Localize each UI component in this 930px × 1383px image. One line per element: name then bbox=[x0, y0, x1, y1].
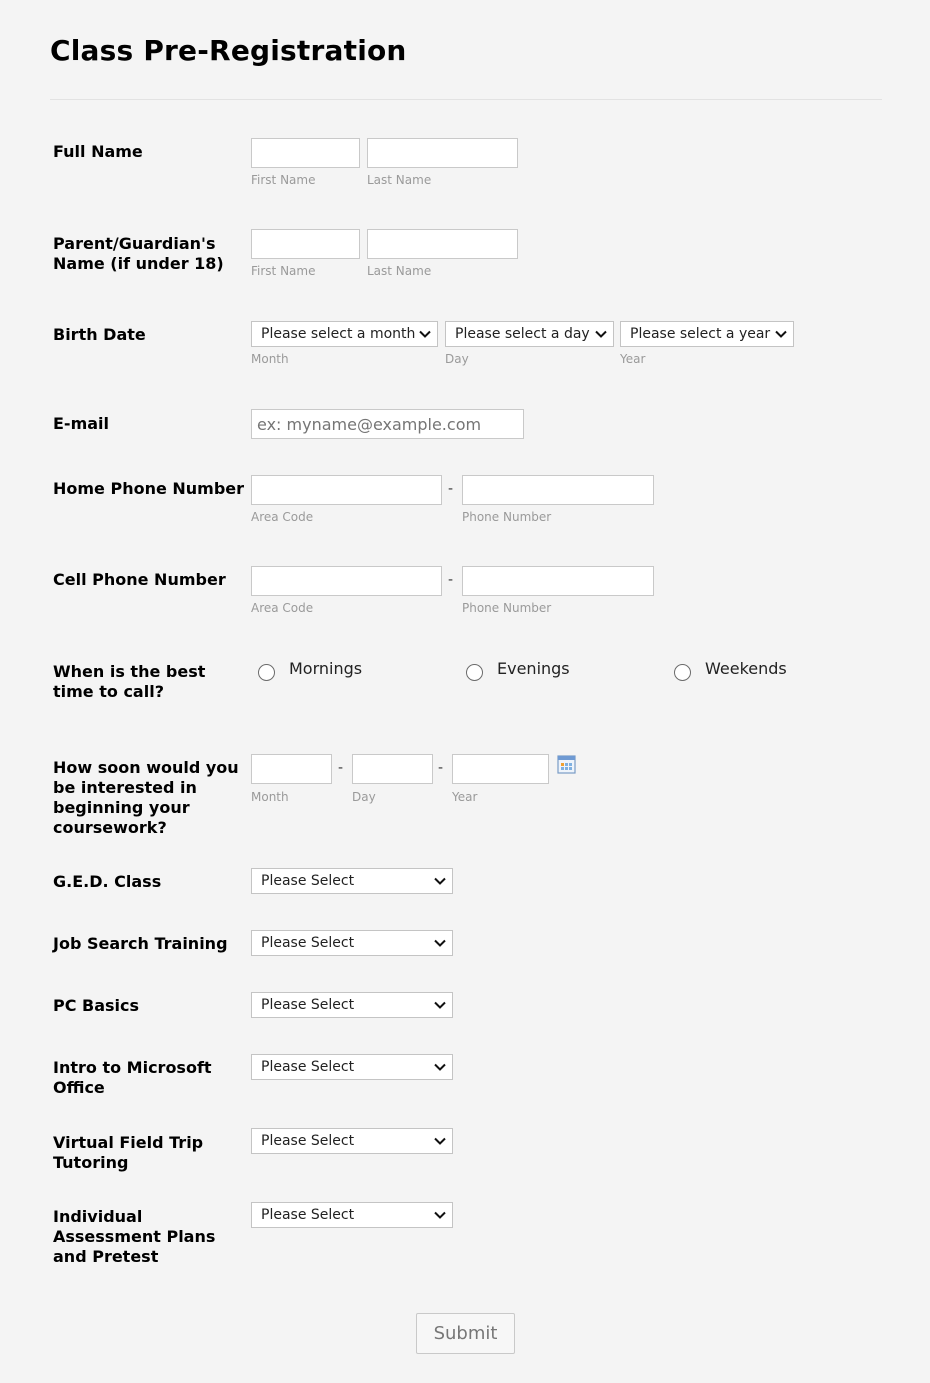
start-day-input[interactable] bbox=[352, 754, 433, 784]
chevron-down-icon bbox=[775, 328, 787, 340]
birth-year-select[interactable] bbox=[620, 321, 794, 347]
job-search-selected: Please Select bbox=[261, 935, 355, 951]
ged-class-selected: Please Select bbox=[261, 873, 355, 889]
ms-office-select[interactable] bbox=[251, 1054, 453, 1080]
last-name-sublabel: Last Name bbox=[367, 173, 432, 187]
email-field[interactable] bbox=[251, 409, 524, 439]
birth-month-select[interactable] bbox=[251, 321, 438, 347]
home-phone-number-input[interactable] bbox=[462, 475, 654, 505]
cell-area-code-sublabel: Area Code bbox=[251, 601, 314, 615]
radio-mornings-label: Mornings bbox=[289, 659, 363, 678]
cell-area-code-input[interactable] bbox=[251, 566, 442, 596]
chevron-down-icon bbox=[595, 328, 607, 340]
home-area-code-sublabel: Area Code bbox=[251, 510, 314, 524]
birth-year-sublabel: Year bbox=[620, 352, 646, 366]
full-name-label: Full Name bbox=[53, 142, 143, 161]
guardian-first-name-sublabel: First Name bbox=[251, 264, 316, 278]
start-day-sublabel: Day bbox=[352, 790, 376, 804]
assessment-selected: Please Select bbox=[261, 1207, 355, 1223]
calendar-icon[interactable] bbox=[557, 755, 576, 774]
job-search-select[interactable] bbox=[251, 930, 453, 956]
radio-weekends[interactable] bbox=[674, 664, 691, 681]
ms-office-selected: Please Select bbox=[261, 1059, 355, 1075]
home-area-code-input[interactable] bbox=[251, 475, 442, 505]
guardian-name-label: Parent/Guardian's Name (if under 18) bbox=[53, 234, 224, 273]
start-date-separator-2: - bbox=[438, 760, 444, 776]
ged-class-label: G.E.D. Class bbox=[53, 872, 162, 891]
chevron-down-icon bbox=[434, 875, 446, 887]
start-month-input[interactable] bbox=[251, 754, 332, 784]
field-trip-label: Virtual Field Trip Tutoring bbox=[53, 1133, 204, 1172]
home-phone-label: Home Phone Number bbox=[53, 479, 245, 498]
birth-date-label: Birth Date bbox=[53, 325, 146, 344]
radio-evenings[interactable] bbox=[466, 664, 483, 681]
assessment-label: Individual Assessment Plans and Pretest bbox=[53, 1207, 216, 1266]
chevron-down-icon bbox=[434, 1061, 446, 1073]
radio-evenings-label: Evenings bbox=[497, 659, 570, 678]
chevron-down-icon bbox=[419, 328, 431, 340]
birth-month-selected: Please select a month bbox=[261, 326, 416, 342]
guardian-first-name-input[interactable] bbox=[251, 229, 360, 259]
birth-day-sublabel: Day bbox=[445, 352, 469, 366]
chevron-down-icon bbox=[434, 1135, 446, 1147]
email-label: E-mail bbox=[53, 414, 110, 433]
pc-basics-select[interactable] bbox=[251, 992, 453, 1018]
start-date-separator-1: - bbox=[338, 760, 344, 776]
start-date-label: How soon would you be interested in beginning your coursework? bbox=[53, 758, 239, 837]
home-phone-number-sublabel: Phone Number bbox=[462, 510, 552, 524]
pc-basics-label: PC Basics bbox=[53, 996, 140, 1015]
radio-weekends-label: Weekends bbox=[705, 659, 787, 678]
pc-basics-selected: Please Select bbox=[261, 997, 355, 1013]
chevron-down-icon bbox=[434, 999, 446, 1011]
ms-office-label: Intro to Microsoft Office bbox=[53, 1058, 212, 1097]
birth-day-select[interactable] bbox=[445, 321, 614, 347]
last-name-input[interactable] bbox=[367, 138, 518, 168]
title-divider bbox=[50, 99, 882, 100]
first-name-sublabel: First Name bbox=[251, 173, 316, 187]
call-time-label: When is the best time to call? bbox=[53, 662, 206, 701]
ged-class-select[interactable] bbox=[251, 868, 453, 894]
job-search-label: Job Search Training bbox=[53, 934, 228, 953]
first-name-input[interactable] bbox=[251, 138, 360, 168]
cell-phone-separator: - bbox=[448, 572, 454, 588]
birth-month-sublabel: Month bbox=[251, 352, 289, 366]
birth-year-selected: Please select a year bbox=[630, 326, 771, 342]
assessment-select[interactable] bbox=[251, 1202, 453, 1228]
start-year-input[interactable] bbox=[452, 754, 549, 784]
start-year-sublabel: Year bbox=[452, 790, 478, 804]
field-trip-select[interactable] bbox=[251, 1128, 453, 1154]
radio-mornings[interactable] bbox=[258, 664, 275, 681]
field-trip-selected: Please Select bbox=[261, 1133, 355, 1149]
birth-day-selected: Please select a day bbox=[455, 326, 590, 342]
home-phone-separator: - bbox=[448, 481, 454, 497]
guardian-last-name-input[interactable] bbox=[367, 229, 518, 259]
cell-phone-label: Cell Phone Number bbox=[53, 570, 226, 589]
cell-phone-number-input[interactable] bbox=[462, 566, 654, 596]
form-title: Class Pre-Registration bbox=[50, 34, 407, 67]
guardian-last-name-sublabel: Last Name bbox=[367, 264, 432, 278]
chevron-down-icon bbox=[434, 1209, 446, 1221]
submit-button[interactable]: Submit bbox=[416, 1313, 515, 1354]
start-month-sublabel: Month bbox=[251, 790, 289, 804]
cell-phone-number-sublabel: Phone Number bbox=[462, 601, 552, 615]
chevron-down-icon bbox=[434, 937, 446, 949]
